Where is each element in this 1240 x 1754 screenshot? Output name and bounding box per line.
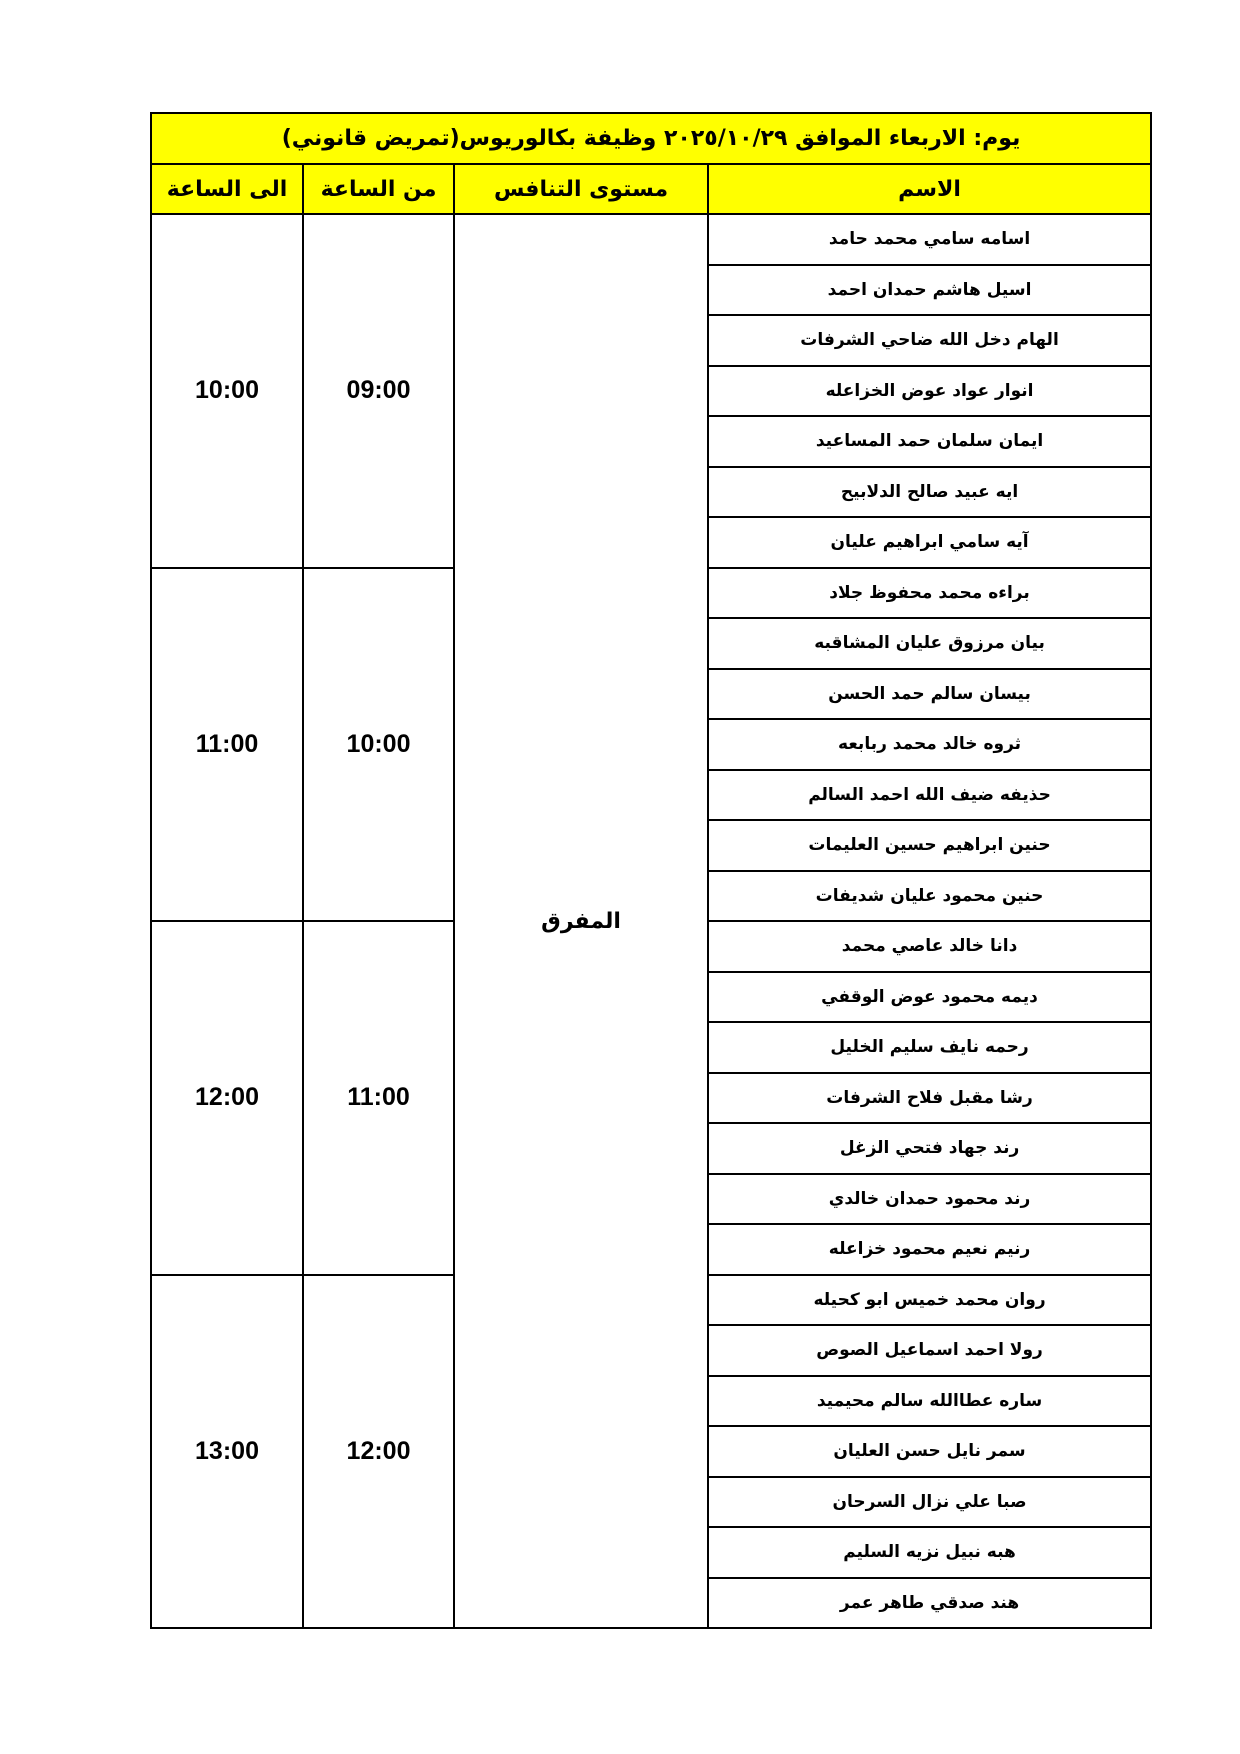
name-cell: سمر نايل حسن العليان [708, 1426, 1151, 1477]
name-cell: اسيل هاشم حمدان احمد [708, 265, 1151, 316]
name-cell: هبه نبيل نزيه السليم [708, 1527, 1151, 1578]
header-name: الاسم [708, 164, 1151, 214]
schedule-table [150, 112, 1152, 1629]
to-time-cell: 11:00 [151, 568, 303, 922]
name-cell: ديمه محمود عوض الوقفي [708, 972, 1151, 1023]
to-time-cell: 10:00 [151, 214, 303, 568]
header-from: من الساعة [303, 164, 454, 214]
name-cell: بيسان سالم حمد الحسن [708, 669, 1151, 720]
name-cell: هند صدقي طاهر عمر [708, 1578, 1151, 1629]
level-cell: المفرق [454, 214, 708, 1628]
name-cell: حنين محمود عليان شديفات [708, 871, 1151, 922]
name-cell: رشا مقبل فلاح الشرفات [708, 1073, 1151, 1124]
name-cell: رند جهاد فتحي الزغل [708, 1123, 1151, 1174]
name-cell: انوار عواد عوض الخزاعله [708, 366, 1151, 417]
name-cell: ايه عبيد صالح الدلابيح [708, 467, 1151, 518]
from-time-cell: 12:00 [303, 1275, 454, 1629]
name-cell: روان محمد خميس ابو كحيله [708, 1275, 1151, 1326]
from-time-cell: 10:00 [303, 568, 454, 922]
title-row [151, 113, 1151, 164]
name-cell: اسامه سامي محمد حامد [708, 214, 1151, 265]
name-cell: حنين ابراهيم حسين العليمات [708, 820, 1151, 871]
to-time-cell: 13:00 [151, 1275, 303, 1629]
name-cell: رنيم نعيم محمود خزاعله [708, 1224, 1151, 1275]
name-cell: دانا خالد عاصي محمد [708, 921, 1151, 972]
name-cell: بيان مرزوق عليان المشاقبه [708, 618, 1151, 669]
to-time-cell: 12:00 [151, 921, 303, 1275]
name-cell: صبا علي نزال السرحان [708, 1477, 1151, 1528]
from-time-cell: 09:00 [303, 214, 454, 568]
name-cell: ايمان سلمان حمد المساعيد [708, 416, 1151, 467]
header-row [151, 164, 1151, 214]
table-row [151, 214, 1151, 265]
name-cell: رحمه نايف سليم الخليل [708, 1022, 1151, 1073]
header-level: مستوى التنافس [454, 164, 708, 214]
name-cell: الهام دخل الله ضاحي الشرفات [708, 315, 1151, 366]
header-to: الى الساعة [151, 164, 303, 214]
from-time-cell: 11:00 [303, 921, 454, 1275]
name-cell: براءه محمد محفوظ جلاد [708, 568, 1151, 619]
name-cell: ساره عطاالله سالم محيميد [708, 1376, 1151, 1427]
name-cell: حذيفه ضيف الله احمد السالم [708, 770, 1151, 821]
name-cell: رولا احمد اسماعيل الصوص [708, 1325, 1151, 1376]
schedule-title: يوم: الاربعاء الموافق ٢٠٢٥/١٠/٢٩ وظيفة بكالوريوس(تمريض قانوني) [151, 113, 1151, 164]
name-cell: رند محمود حمدان خالدي [708, 1174, 1151, 1225]
name-cell: ثروه خالد محمد ربابعه [708, 719, 1151, 770]
name-cell: آيه سامي ابراهيم عليان [708, 517, 1151, 568]
